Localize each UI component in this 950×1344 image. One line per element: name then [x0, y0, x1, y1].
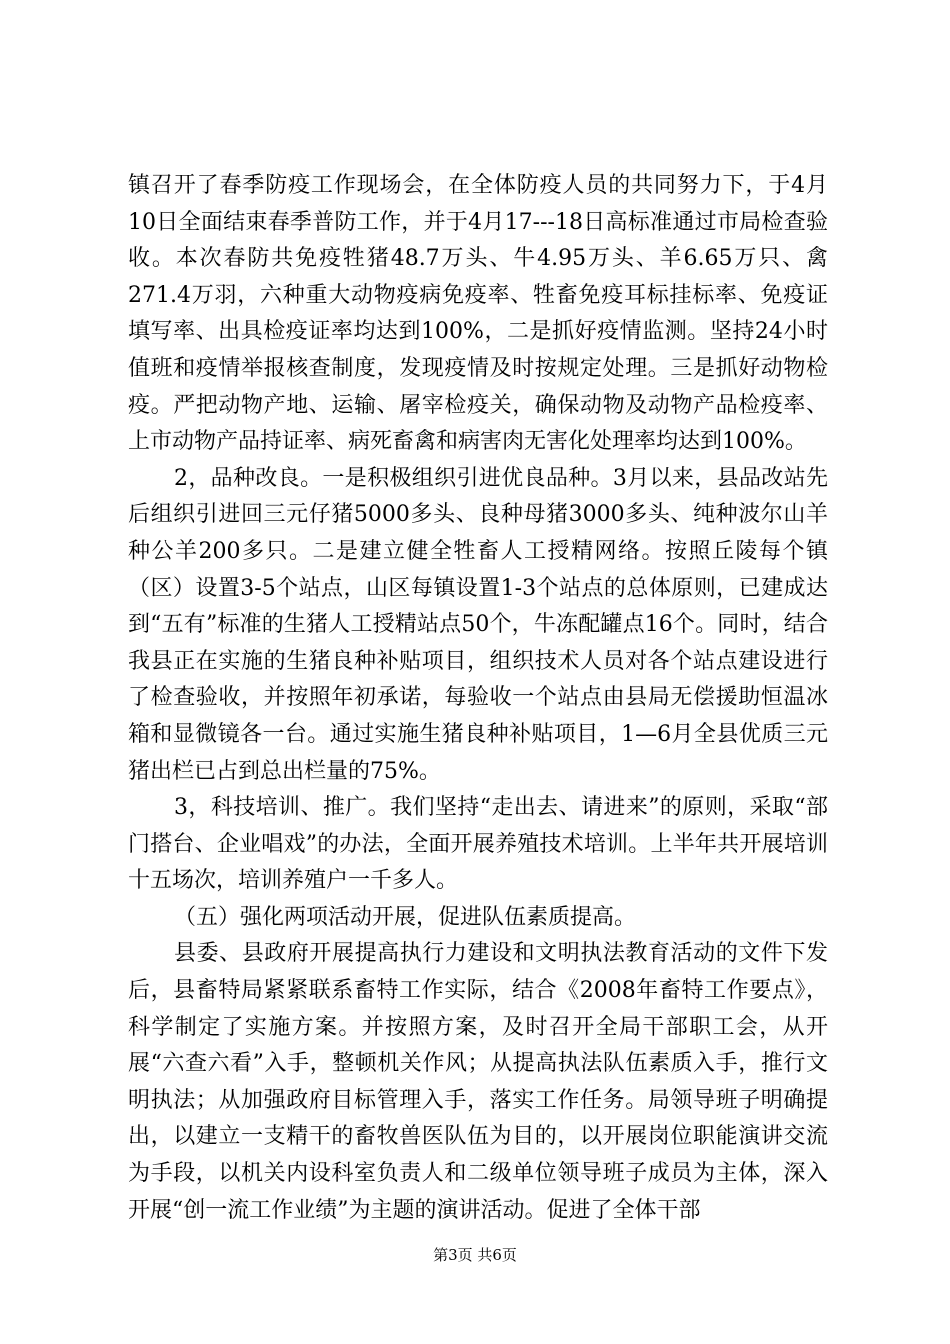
page-footer — [0, 1245, 950, 1265]
section-heading-five: （五）强化两项活动开展，促进队伍素质提高。 — [174, 904, 637, 930]
document-body — [128, 168, 828, 1229]
paragraph-two-activities: 县委、县政府开展提高执行力建设和文明执法教育活动的文件下发后，县畜特局紧紧联系畜特工作实际，结合《2008年畜特工作要点》，科学制定了实施方案。并按照方案，及时召开全局干部职工会，从开展“六查六看”入手，整顿机关作风；从提高执法队伍素质入手，推行文明执法；从加强政府目标管理入手，落实工作任务。局领导班子明确提出，以建立一支精干的畜牧兽医队伍为目的，以开展岗位职能演讲交流为手段，以机关内设科室负责人和二级单位领导班子成员为主体，深入开展“创一流工作业绩”为主题的演讲活动。促进了全体干部 — [128, 941, 828, 1223]
page-number: 第3页 共6页 — [433, 1246, 517, 1264]
paragraph-technology-training: 3，科技培训、推广。我们坚持“走出去、请进来”的原则，采取“部门搭台、企业唱戏”的办法，全面开展养殖技术培训。上半年共开展培训十五场次，培训养殖户一千多人。 — [128, 795, 828, 894]
paragraph-breed-improvement: 2，品种改良。一是积极组织引进优良品种。3月以来，县品改站先后组织引进回三元仔猪5000多头、良种母猪3000多头、纯种波尔山羊种公羊200多只。二是建立健全牲畜人工授精网络。按照丘陵每个镇（区）设置3-5个站点，山区每镇设置1-3个站点的总体原则，已建成达到“五有”标准的生猪人工授精站点50个，牛冻配罐点16个。同时，结合我县正在实施的生猪良种补贴项目，组织技术人员对各个站点建设进行了检查验收，并按照年初承诺，每验收一个站点由县局无偿援助恒温冰箱和显微镜各一台。通过实施生猪良种补贴项目，1—6月全县优质三元猪出栏已占到总出栏量的75%。 — [128, 465, 828, 784]
paragraph-spring-epidemic-prevention: 镇召开了春季防疫工作现场会，在全体防疫人员的共同努力下，于4月10日全面结束春季普防工作，并于4月17---18日高标准通过市局检查验收。本次春防共免疫牲猪48.7万头、牛4.95万头、羊6.65万只、禽271.4万羽，六种重大动物疫病免疫率、牲畜免疫耳标挂标率、免疫证填写率、出具检疫证率均达到100%，二是抓好疫情监测。坚持24小时值班和疫情举报核查制度，发现疫情及时按规定处理。三是抓好动物检疫。严把动物产地、运输、屠宰检疫关，确保动物及动物产品检疫率、上市动物产品持证率、病死畜禽和病害肉无害化处理率均达到100%。 — [128, 173, 828, 455]
